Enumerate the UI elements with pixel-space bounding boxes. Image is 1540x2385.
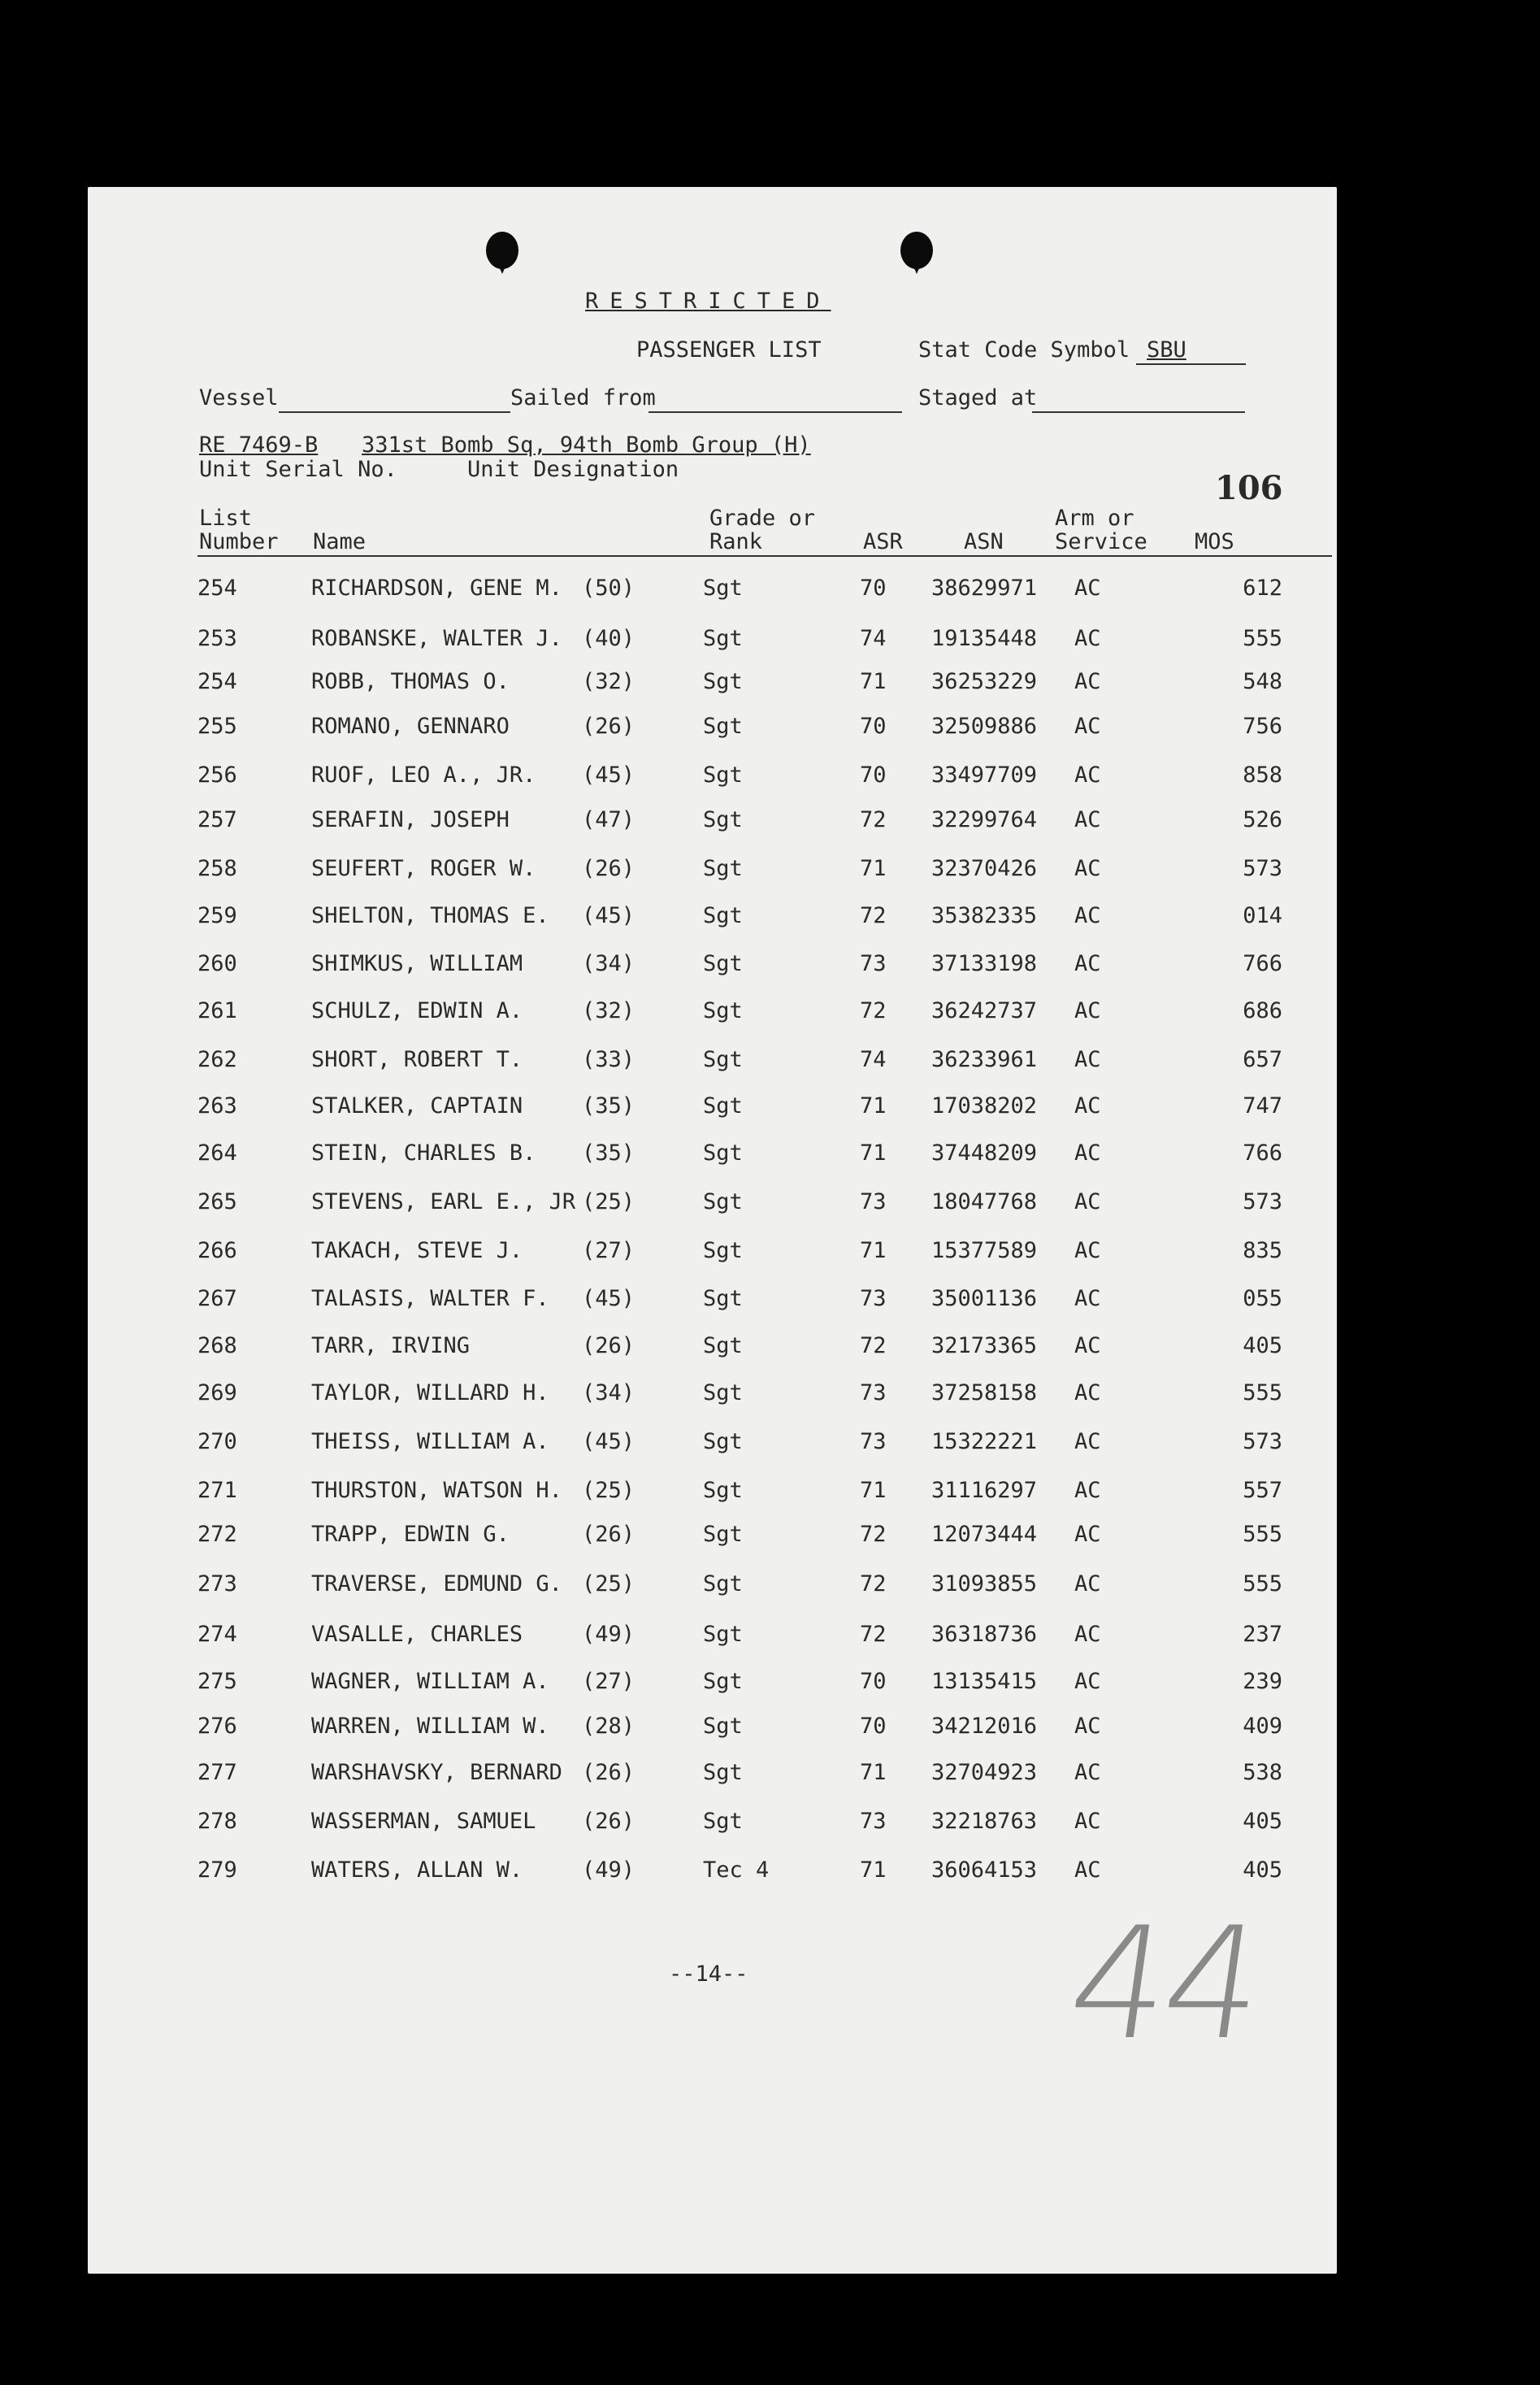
list-number: 260 <box>197 951 237 976</box>
grade: Sgt <box>703 1669 743 1694</box>
mos: 405 <box>1243 1333 1282 1358</box>
asr: 71 <box>860 1478 887 1503</box>
asn: 36318736 <box>931 1622 1038 1647</box>
col-header-list: List <box>199 506 253 531</box>
age: (32) <box>582 669 636 694</box>
table-row <box>88 1140 1337 1173</box>
arm-service: AC <box>1074 1238 1101 1263</box>
passenger-name: WARREN, WILLIAM W. <box>311 1714 549 1739</box>
asr: 72 <box>860 998 887 1023</box>
age: (26) <box>582 1760 636 1785</box>
asr: 70 <box>860 1669 887 1694</box>
grade: Sgt <box>703 1047 743 1072</box>
passenger-name: WARSHAVSKY, BERNARD <box>311 1760 562 1785</box>
grade: Sgt <box>703 903 743 928</box>
table-row <box>88 1189 1337 1222</box>
grade: Sgt <box>703 951 743 976</box>
grade: Sgt <box>703 1333 743 1358</box>
list-number: 267 <box>197 1286 237 1311</box>
list-number: 256 <box>197 762 237 788</box>
mos: 686 <box>1243 998 1282 1023</box>
passenger-name: TAKACH, STEVE J. <box>311 1238 523 1263</box>
age: (27) <box>582 1238 636 1263</box>
list-number: 271 <box>197 1478 237 1503</box>
passenger-name: RICHARDSON, GENE M. <box>311 576 562 601</box>
page-footer-number: --14-- <box>669 1961 748 1987</box>
list-number: 270 <box>197 1429 237 1454</box>
arm-service: AC <box>1074 1286 1101 1311</box>
asn: 19135448 <box>931 626 1038 651</box>
table-row <box>88 714 1337 746</box>
asr: 71 <box>860 1857 887 1883</box>
staged-at-label: Staged at <box>918 385 1038 411</box>
grade: Sgt <box>703 1189 743 1214</box>
asn: 32218763 <box>931 1809 1038 1834</box>
list-number: 265 <box>197 1189 237 1214</box>
table-row <box>88 1093 1337 1126</box>
stat-code-value: SBU <box>1147 337 1186 363</box>
age: (34) <box>582 951 636 976</box>
asr: 73 <box>860 1380 887 1405</box>
list-number: 254 <box>197 576 237 601</box>
table-row <box>88 1333 1337 1366</box>
list-number: 253 <box>197 626 237 651</box>
mos: 555 <box>1243 1380 1282 1405</box>
col-header-name: Name <box>313 529 367 554</box>
asn: 35001136 <box>931 1286 1038 1311</box>
unit-designation: 331st Bomb Sq, 94th Bomb Group (H) <box>362 432 811 458</box>
grade: Sgt <box>703 576 743 601</box>
grade: Sgt <box>703 1809 743 1834</box>
arm-service: AC <box>1074 626 1101 651</box>
asr: 73 <box>860 951 887 976</box>
mos: 237 <box>1243 1622 1282 1647</box>
asn: 37258158 <box>931 1380 1038 1405</box>
asr: 71 <box>860 1760 887 1785</box>
passenger-name: SEUFERT, ROGER W. <box>311 856 536 881</box>
col-header-number: Number <box>199 529 279 554</box>
table-row <box>88 1286 1337 1318</box>
asr: 72 <box>860 1522 887 1547</box>
asr: 74 <box>860 626 887 651</box>
arm-service: AC <box>1074 1140 1101 1166</box>
stat-code-line <box>1136 363 1246 365</box>
list-number: 255 <box>197 714 237 739</box>
grade: Sgt <box>703 1571 743 1597</box>
arm-service: AC <box>1074 669 1101 694</box>
table-row <box>88 951 1337 984</box>
asn: 37133198 <box>931 951 1038 976</box>
arm-service: AC <box>1074 807 1101 832</box>
asn: 13135415 <box>931 1669 1038 1694</box>
arm-service: AC <box>1074 1380 1101 1405</box>
col-header-mos: MOS <box>1195 529 1234 554</box>
list-number: 266 <box>197 1238 237 1263</box>
handwritten-page-number: 44 <box>1058 1894 1271 2074</box>
grade: Tec 4 <box>703 1857 770 1883</box>
age: (49) <box>582 1622 636 1647</box>
arm-service: AC <box>1074 1760 1101 1785</box>
table-row <box>88 576 1337 608</box>
passenger-name: SERAFIN, JOSEPH <box>311 807 510 832</box>
passenger-name: ROBANSKE, WALTER J. <box>311 626 562 651</box>
age: (45) <box>582 1286 636 1311</box>
arm-service: AC <box>1074 1093 1101 1119</box>
table-row <box>88 807 1337 840</box>
asr: 71 <box>860 1093 887 1119</box>
grade: Sgt <box>703 1140 743 1166</box>
list-number: 254 <box>197 669 237 694</box>
passenger-name: SHELTON, THOMAS E. <box>311 903 549 928</box>
arm-service: AC <box>1074 714 1101 739</box>
list-number: 263 <box>197 1093 237 1119</box>
asr: 70 <box>860 762 887 788</box>
mos: 573 <box>1243 1189 1282 1214</box>
age: (25) <box>582 1189 636 1214</box>
arm-service: AC <box>1074 762 1101 788</box>
table-row <box>88 626 1337 658</box>
passenger-name: SHIMKUS, WILLIAM <box>311 951 523 976</box>
arm-service: AC <box>1074 951 1101 976</box>
mos: 548 <box>1243 669 1282 694</box>
list-number: 277 <box>197 1760 237 1785</box>
age: (26) <box>582 1333 636 1358</box>
grade: Sgt <box>703 1429 743 1454</box>
mos: 766 <box>1243 1140 1282 1166</box>
asn: 36064153 <box>931 1857 1038 1883</box>
grade: Sgt <box>703 807 743 832</box>
asn: 31093855 <box>931 1571 1038 1597</box>
mos: 409 <box>1243 1714 1282 1739</box>
punch-hole-left <box>486 232 518 269</box>
col-header-asn: ASN <box>964 529 1004 554</box>
asn: 32173365 <box>931 1333 1038 1358</box>
asn: 18047768 <box>931 1189 1038 1214</box>
table-row <box>88 1857 1337 1890</box>
mos: 555 <box>1243 1571 1282 1597</box>
col-header-service: Service <box>1055 529 1147 554</box>
mos: 239 <box>1243 1669 1282 1694</box>
age: (32) <box>582 998 636 1023</box>
mos: 612 <box>1243 576 1282 601</box>
asn: 36233961 <box>931 1047 1038 1072</box>
age: (35) <box>582 1140 636 1166</box>
mos: 014 <box>1243 903 1282 928</box>
asn: 38629971 <box>931 576 1038 601</box>
list-number: 259 <box>197 903 237 928</box>
passenger-name: TRAVERSE, EDMUND G. <box>311 1571 562 1597</box>
mos: 526 <box>1243 807 1282 832</box>
grade: Sgt <box>703 998 743 1023</box>
asn: 33497709 <box>931 762 1038 788</box>
grade: Sgt <box>703 1622 743 1647</box>
passenger-name: SHORT, ROBERT T. <box>311 1047 523 1072</box>
mos: 555 <box>1243 1522 1282 1547</box>
arm-service: AC <box>1074 1047 1101 1072</box>
asn: 32509886 <box>931 714 1038 739</box>
grade: Sgt <box>703 1714 743 1739</box>
passenger-name: STEVENS, EARL E., JR <box>311 1189 576 1214</box>
age: (26) <box>582 1522 636 1547</box>
mos: 405 <box>1243 1809 1282 1834</box>
sailed-from-label: Sailed from <box>510 385 656 411</box>
asr: 74 <box>860 1047 887 1072</box>
classification-heading: RESTRICTED <box>585 289 831 314</box>
age: (49) <box>582 1857 636 1883</box>
mos: 858 <box>1243 762 1282 788</box>
table-row <box>88 1047 1337 1080</box>
table-row <box>88 1238 1337 1271</box>
mos: 573 <box>1243 856 1282 881</box>
asr: 71 <box>860 669 887 694</box>
arm-service: AC <box>1074 1571 1101 1597</box>
age: (45) <box>582 1429 636 1454</box>
arm-service: AC <box>1074 1189 1101 1214</box>
col-header-arm: Arm or <box>1055 506 1134 531</box>
arm-service: AC <box>1074 1429 1101 1454</box>
list-number: 268 <box>197 1333 237 1358</box>
list-number: 273 <box>197 1571 237 1597</box>
age: (28) <box>582 1714 636 1739</box>
asn: 12073444 <box>931 1522 1038 1547</box>
mos: 766 <box>1243 951 1282 976</box>
grade: Sgt <box>703 1286 743 1311</box>
table-row <box>88 1622 1337 1654</box>
list-number: 278 <box>197 1809 237 1834</box>
sailed-from-line <box>649 411 902 413</box>
arm-service: AC <box>1074 1809 1101 1834</box>
mos: 055 <box>1243 1286 1282 1311</box>
age: (26) <box>582 1809 636 1834</box>
unit-serial-number: RE 7469-B <box>199 432 319 458</box>
asr: 72 <box>860 807 887 832</box>
asr: 72 <box>860 1622 887 1647</box>
arm-service: AC <box>1074 576 1101 601</box>
age: (27) <box>582 1669 636 1694</box>
asr: 71 <box>860 856 887 881</box>
list-number: 275 <box>197 1669 237 1694</box>
list-number: 276 <box>197 1714 237 1739</box>
age: (26) <box>582 856 636 881</box>
grade: Sgt <box>703 626 743 651</box>
asn: 32299764 <box>931 807 1038 832</box>
stat-code-label: Stat Code Symbol <box>918 337 1130 363</box>
asn: 32704923 <box>931 1760 1038 1785</box>
asr: 72 <box>860 903 887 928</box>
asn: 35382335 <box>931 903 1038 928</box>
table-row <box>88 998 1337 1031</box>
grade: Sgt <box>703 856 743 881</box>
table-row <box>88 856 1337 888</box>
list-number: 264 <box>197 1140 237 1166</box>
table-row <box>88 1669 1337 1701</box>
list-number: 257 <box>197 807 237 832</box>
list-number: 261 <box>197 998 237 1023</box>
vessel-label: Vessel <box>199 385 279 411</box>
asr: 71 <box>860 1238 887 1263</box>
asn: 37448209 <box>931 1140 1038 1166</box>
grade: Sgt <box>703 1760 743 1785</box>
table-row <box>88 903 1337 936</box>
age: (25) <box>582 1571 636 1597</box>
grade: Sgt <box>703 1478 743 1503</box>
asr: 73 <box>860 1429 887 1454</box>
table-row <box>88 669 1337 702</box>
asn: 36253229 <box>931 669 1038 694</box>
table-row <box>88 1380 1337 1413</box>
list-number: 262 <box>197 1047 237 1072</box>
asn: 32370426 <box>931 856 1038 881</box>
table-row <box>88 1760 1337 1792</box>
mos: 557 <box>1243 1478 1282 1503</box>
page-number: 106 <box>1215 469 1283 507</box>
asr: 72 <box>860 1333 887 1358</box>
passenger-name: WAGNER, WILLIAM A. <box>311 1669 549 1694</box>
arm-service: AC <box>1074 1622 1101 1647</box>
asr: 71 <box>860 1140 887 1166</box>
mos: 747 <box>1243 1093 1282 1119</box>
age: (40) <box>582 626 636 651</box>
arm-service: AC <box>1074 1857 1101 1883</box>
asr: 70 <box>860 1714 887 1739</box>
asn: 17038202 <box>931 1093 1038 1119</box>
passenger-name: TARR, IRVING <box>311 1333 471 1358</box>
asr: 73 <box>860 1189 887 1214</box>
table-row <box>88 1429 1337 1462</box>
asr: 73 <box>860 1809 887 1834</box>
grade: Sgt <box>703 1380 743 1405</box>
table-row <box>88 1809 1337 1841</box>
passenger-name: VASALLE, CHARLES <box>311 1622 523 1647</box>
col-header-grade: Grade or <box>709 506 816 531</box>
asn: 15322221 <box>931 1429 1038 1454</box>
passenger-name: TAYLOR, WILLARD H. <box>311 1380 549 1405</box>
age: (47) <box>582 807 636 832</box>
asn: 34212016 <box>931 1714 1038 1739</box>
passenger-name: SCHULZ, EDWIN A. <box>311 998 523 1023</box>
passenger-name: RUOF, LEO A., JR. <box>311 762 536 788</box>
unit-serial-label: Unit Serial No. <box>199 457 397 482</box>
mos: 756 <box>1243 714 1282 739</box>
age: (45) <box>582 903 636 928</box>
grade: Sgt <box>703 1238 743 1263</box>
list-number: 258 <box>197 856 237 881</box>
grade: Sgt <box>703 1522 743 1547</box>
mos: 573 <box>1243 1429 1282 1454</box>
passenger-name: THURSTON, WATSON H. <box>311 1478 562 1503</box>
arm-service: AC <box>1074 1333 1101 1358</box>
asr: 70 <box>860 714 887 739</box>
arm-service: AC <box>1074 1714 1101 1739</box>
list-number: 272 <box>197 1522 237 1547</box>
asn: 31116297 <box>931 1478 1038 1503</box>
table-row <box>88 762 1337 795</box>
age: (25) <box>582 1478 636 1503</box>
document-title: PASSENGER LIST <box>636 337 822 363</box>
mos: 538 <box>1243 1760 1282 1785</box>
age: (33) <box>582 1047 636 1072</box>
punch-hole-right <box>900 232 933 269</box>
document-page <box>88 187 1337 2274</box>
asn: 15377589 <box>931 1238 1038 1263</box>
vessel-line <box>279 411 510 413</box>
age: (45) <box>582 762 636 788</box>
table-row <box>88 1478 1337 1510</box>
grade: Sgt <box>703 669 743 694</box>
age: (35) <box>582 1093 636 1119</box>
asr: 72 <box>860 1571 887 1597</box>
col-header-asr: ASR <box>863 529 903 554</box>
asr: 73 <box>860 1286 887 1311</box>
header-rule <box>197 555 1332 557</box>
arm-service: AC <box>1074 1669 1101 1694</box>
passenger-name: THEISS, WILLIAM A. <box>311 1429 549 1454</box>
passenger-name: TRAPP, EDWIN G. <box>311 1522 510 1547</box>
passenger-name: STALKER, CAPTAIN <box>311 1093 523 1119</box>
grade: Sgt <box>703 714 743 739</box>
list-number: 269 <box>197 1380 237 1405</box>
passenger-name: WATERS, ALLAN W. <box>311 1857 523 1883</box>
passenger-name: STEIN, CHARLES B. <box>311 1140 536 1166</box>
table-row <box>88 1522 1337 1554</box>
asn: 36242737 <box>931 998 1038 1023</box>
table-row <box>88 1571 1337 1604</box>
arm-service: AC <box>1074 1478 1101 1503</box>
mos: 555 <box>1243 626 1282 651</box>
arm-service: AC <box>1074 903 1101 928</box>
age: (50) <box>582 576 636 601</box>
mos: 405 <box>1243 1857 1282 1883</box>
list-number: 279 <box>197 1857 237 1883</box>
unit-designation-label: Unit Designation <box>467 457 679 482</box>
age: (26) <box>582 714 636 739</box>
arm-service: AC <box>1074 1522 1101 1547</box>
passenger-name: TALASIS, WALTER F. <box>311 1286 549 1311</box>
col-header-rank: Rank <box>709 529 763 554</box>
age: (34) <box>582 1380 636 1405</box>
mos: 835 <box>1243 1238 1282 1263</box>
table-row <box>88 1714 1337 1746</box>
passenger-name: ROMANO, GENNARO <box>311 714 510 739</box>
arm-service: AC <box>1074 998 1101 1023</box>
passenger-name: WASSERMAN, SAMUEL <box>311 1809 536 1834</box>
mos: 657 <box>1243 1047 1282 1072</box>
grade: Sgt <box>703 762 743 788</box>
list-number: 274 <box>197 1622 237 1647</box>
staged-at-line <box>1032 411 1245 413</box>
arm-service: AC <box>1074 856 1101 881</box>
grade: Sgt <box>703 1093 743 1119</box>
passenger-name: ROBB, THOMAS O. <box>311 669 510 694</box>
asr: 70 <box>860 576 887 601</box>
